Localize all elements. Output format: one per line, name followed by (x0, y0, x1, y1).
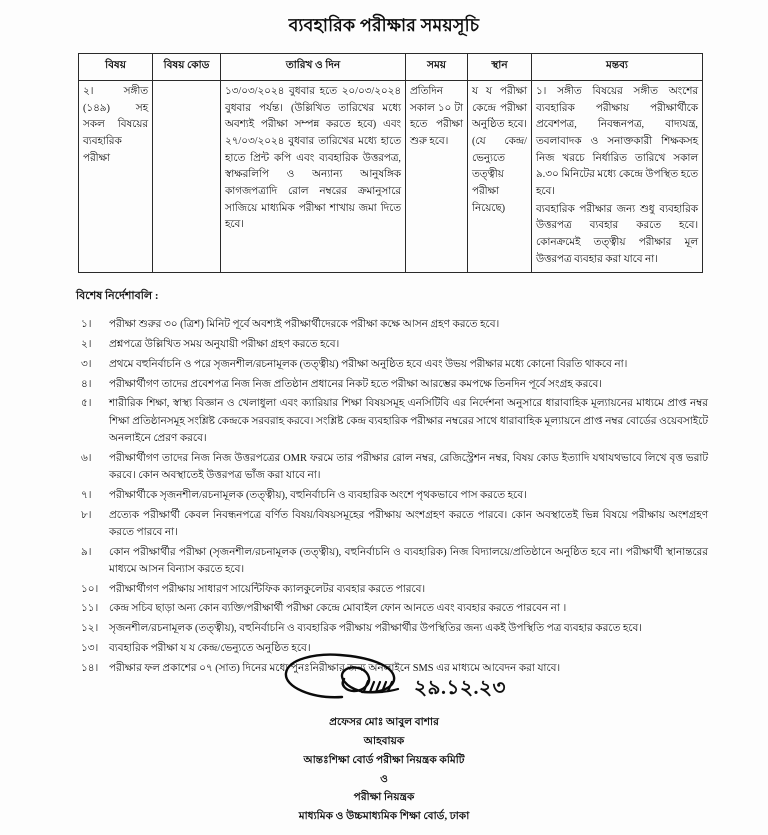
list-item (75, 316, 708, 333)
list-item (75, 620, 708, 637)
list-item-number: ৮। (81, 509, 92, 521)
instructions-section (0, 273, 768, 677)
list-item (75, 507, 708, 542)
column-header-subject: বিষয় (79, 54, 153, 81)
list-item-number: ৪। (81, 378, 92, 390)
column-header-subject-code: বিষয় কোড (153, 54, 221, 81)
signatory-name: প্রফেসর মোঃ আবুল বাশার (329, 717, 439, 729)
signatory-role: আহবায়ক (363, 735, 405, 747)
list-item-number: ১০। (81, 583, 99, 595)
column-header-place: স্থান (468, 54, 532, 81)
list-item-text: শারীরিক শিক্ষা, স্বাস্থ্য বিজ্ঞান ও খেলাধুলা এবং ক্যারিয়ার শিক্ষা বিষয়সমূহ এনসিটিবি এর নির্দেশনা অনুসারে ধারাবাহিক মূল্যায়নের মাধ্যমে প্রাপ্ত নম্বর শিক্ষা প্রতিষ্ঠানসমূহ সংশ্লিষ্ট কেন্দ্রকে সরবরাহ করবে। সংশ্লিষ্ট কেন্দ্র ব্যবহারিক পরীক্ষার নম্বরের সাথে ধারাবাহিক মূল্যায়নে প্রাপ্ত নম্বর বোর্ডের ওয়েবসাইটে অনলাইনে প্রেরণ করবে। (109, 398, 708, 444)
list-item-number: ১৪। (81, 662, 99, 674)
list-item-text: প্রথমে বহুনির্বাচনি ও পরে সৃজনশীল/রচনামূলক (তত্ত্বীয়) পরীক্ষা অনুষ্ঠিত হবে এবং উভয় পরীক্ষার মধ্যে কোনো বিরতি থাকবে না। (109, 358, 628, 370)
signature-date: ২৯.১২.২৩ (414, 677, 506, 700)
list-item-text: সৃজনশীল/রচনামূলক (তত্ত্বীয়), বহুনির্বাচনি ও ব্যবহারিক পরীক্ষায় পরীক্ষার্থীর উপস্থিতির জন্য একই উপস্থিতি পত্র ব্যবহার করতে হবে। (109, 623, 642, 635)
list-item-text: পরীক্ষার্থীগণ তাদের প্রবেশপত্র নিজ নিজ প্রতিষ্ঠান প্রধানের নিকট হতে পরীক্ষা আরম্ভের কমপক্ষে তিনদিন পূর্বে সংগ্রহ করবে। (109, 378, 602, 390)
cell-place: য য পরীক্ষা কেন্দ্রে পরীক্ষা অনুষ্ঠিত হবে। (যে কেন্দ্র/ভেন্যুতে তত্ত্বীয় পরীক্ষা নিয়েছে) (468, 81, 532, 273)
list-item-text: পরীক্ষার ফল প্রকাশের ০৭ (সাত) দিনের মধ্যে পুনঃনিরীক্ষার জন্য অনলাইনে SMS এর মাধ্যমে আবেদন করা যাবে। (109, 662, 561, 674)
list-item-number: ৯। (81, 546, 92, 558)
list-item-number: ৩। (81, 358, 92, 370)
column-header-date-day: তারিখ ও দিন (221, 54, 406, 81)
list-item-text: কোন পরীক্ষার্থীর পরীক্ষা (সৃজনশীল/রচনামূলক (তত্ত্বীয়), বহুনির্বাচনি ও ব্যবহারিক) নিজ বিদ্যালয়ে/প্রতিষ্ঠানে অনুষ্ঠিত হবে না। পরীক্ষার্থী স্থানান্তরের মাধ্যমে আসন বিন্যাস করতে হবে। (109, 546, 708, 575)
list-item-number: ১২। (81, 623, 99, 635)
list-item-text: ব্যবহারিক পরীক্ষা য য কেন্দ্র/ভেন্যুতে অনুষ্ঠিত হবে। (109, 642, 311, 654)
cell-date-day: ১৩/০৩/২০২৪ বুধবার হতে ২০/০৩/২০২৪ বুধবার পর্যন্ত। (উল্লিখিত তারিখের মধ্যে অবশ্যই পরীক্ষা সম্পন্ন করতে হবে) এবং ২৭/০৩/২০২৪ বুধবার তারিখের মধ্যে হাতে হাতে প্রিন্ট কপি এবং ব্যবহারিক উত্তরপত্র, স্বাক্ষরলিপি ও অন্যান্য আনুষঙ্গিক কাগজপত্রাদি রোল নম্বরের ক্রমানুসারে সাজিয়ে মাধ্যমিক পরীক্ষা শাখায় জমা দিতে হবে। (221, 81, 406, 273)
list-item-text: পরীক্ষার্থীকে সৃজনশীল/রচনামূলক (তত্ত্বীয়), বহুনির্বাচনি ও ব্যবহারিক অংশে পৃথকভাবে পাস করতে হবে। (109, 489, 527, 501)
list-item (75, 487, 708, 504)
list-item-number: ১১। (81, 603, 99, 615)
list-item-number: ৫। (81, 398, 92, 410)
cell-subject-code (153, 81, 221, 273)
list-item (75, 450, 708, 485)
schedule-table (78, 53, 703, 273)
cell-time: প্রতিদিন সকাল ১০ টা হতে পরীক্ষা শুরু হবে। (406, 81, 468, 273)
list-item-text: পরীক্ষার্থীগণ পরীক্ষায় সাধারণ সায়েন্টিফিক ক্যালকুলেটর ব্যবহার করতে পারবে। (109, 583, 426, 595)
signatory-board: মাধ্যমিক ও উচ্চমাধ্যমিক শিক্ষা বোর্ড, ঢাকা (298, 811, 470, 823)
signatory-committee: আন্তঃশিক্ষা বোর্ড পরীক্ষা নিয়ন্ত্রক কমিটি (303, 754, 465, 766)
list-item-number: ২। (81, 339, 92, 351)
instructions-list (75, 316, 708, 677)
column-header-time: সময় (406, 54, 468, 81)
list-item (75, 600, 708, 617)
cell-subject: ২। সঙ্গীত (১৪৯) সহ সকল বিষয়ের ব্যবহারিক পরীক্ষা (79, 81, 153, 273)
list-item-number: ১। (81, 319, 92, 331)
list-item-text: পরীক্ষার্থীগণ তাদের নিজ নিজ উত্তরপত্রের OMR ফরমে তার পরীক্ষার রোল নম্বর, রেজিস্ট্রেশন নম্বর, বিষয় কোড ইত্যাদি যথাযথভাবে লিখে বৃত্ত ভরাট করবে। কোন অবস্থাতেই উত্তরপত্র ভাঁজ করা যাবে না। (109, 452, 708, 482)
instructions-heading: বিশেষ নির্দেশাবলি : (76, 290, 159, 303)
remark-paragraph: ব্যবহারিক পরীক্ষার জন্য শুধু ব্যবহারিক উত্তরপত্র ব্যবহার করতে হবে। কোনক্রমেই তত্ত্বীয় পরীক্ষার মূল উত্তরপত্র ব্যবহার করা যাবে না। (536, 203, 698, 265)
page-title: ব্যবহারিক পরীক্ষার সময়সূচি (288, 15, 480, 35)
signatory-conjunction: ও (380, 773, 388, 785)
table-row (79, 81, 703, 273)
cell-remark (532, 81, 703, 273)
list-item-text: পরীক্ষা শুরুর ৩০ (ত্রিশ) মিনিট পূর্বে অবশ্যই পরীক্ষার্থীদেরকে পরীক্ষা কক্ষে আসন গ্রহণ করতে হবে। (109, 319, 500, 331)
list-item-text: কেন্দ্র সচিব ছাড়া অন্য কোন ব্যক্তি/পরীক্ষার্থী পরীক্ষা কেন্দ্রে মোবাইল ফোন আনতে এবং ব্যবহার করতে পারবেন না । (109, 603, 567, 615)
list-item (75, 376, 708, 393)
signature-block (0, 651, 768, 827)
list-item-text: প্রশ্নপত্রে উল্লিখিত সময় অনুযায়ী পরীক্ষা গ্রহণ করতে হবে। (109, 339, 340, 351)
list-item-text: প্রত্যেক পরীক্ষার্থী কেবল নিবন্ধনপত্রে বর্ণিত বিষয়/বিষয়সমূহের পরীক্ষায় অংশগ্রহণ করতে পারবে। কোন অবস্থাতেই ভিন্ন বিষয়ে পরীক্ষায় অংশগ্রহণ করতে পারবে না। (109, 509, 708, 538)
list-item (75, 544, 708, 579)
remark-paragraph: ১। সঙ্গীত বিষয়ের সঙ্গীত অংশের ব্যবহারিক পরীক্ষায় পরীক্ষার্থীকে প্রবেশপত্র, নিবন্ধনপত্র, বাদ্যযন্ত্র, তবলাবাদক ও সনাক্তকারী শিক্ষকসহ নিজ খরচে নির্ধারিত তারিখে সকাল ৯.৩০ মিনিটের মধ্যে কেন্দ্রে উপস্থিত হতে হবে। (536, 86, 698, 198)
column-header-remark: মন্তব্য (532, 54, 703, 81)
schedule-table-wrapper (0, 53, 768, 273)
table-header-row (79, 54, 703, 81)
handwritten-signature-icon (264, 651, 504, 713)
list-item-number: ৬। (81, 452, 92, 464)
list-item-number: ১৩। (81, 642, 99, 654)
list-item (75, 356, 708, 373)
list-item (75, 581, 708, 598)
list-item-number: ৭। (81, 489, 92, 501)
list-item (75, 395, 708, 447)
signatory-designation: পরীক্ষা নিয়ন্ত্রক (353, 792, 415, 804)
list-item (75, 336, 708, 353)
